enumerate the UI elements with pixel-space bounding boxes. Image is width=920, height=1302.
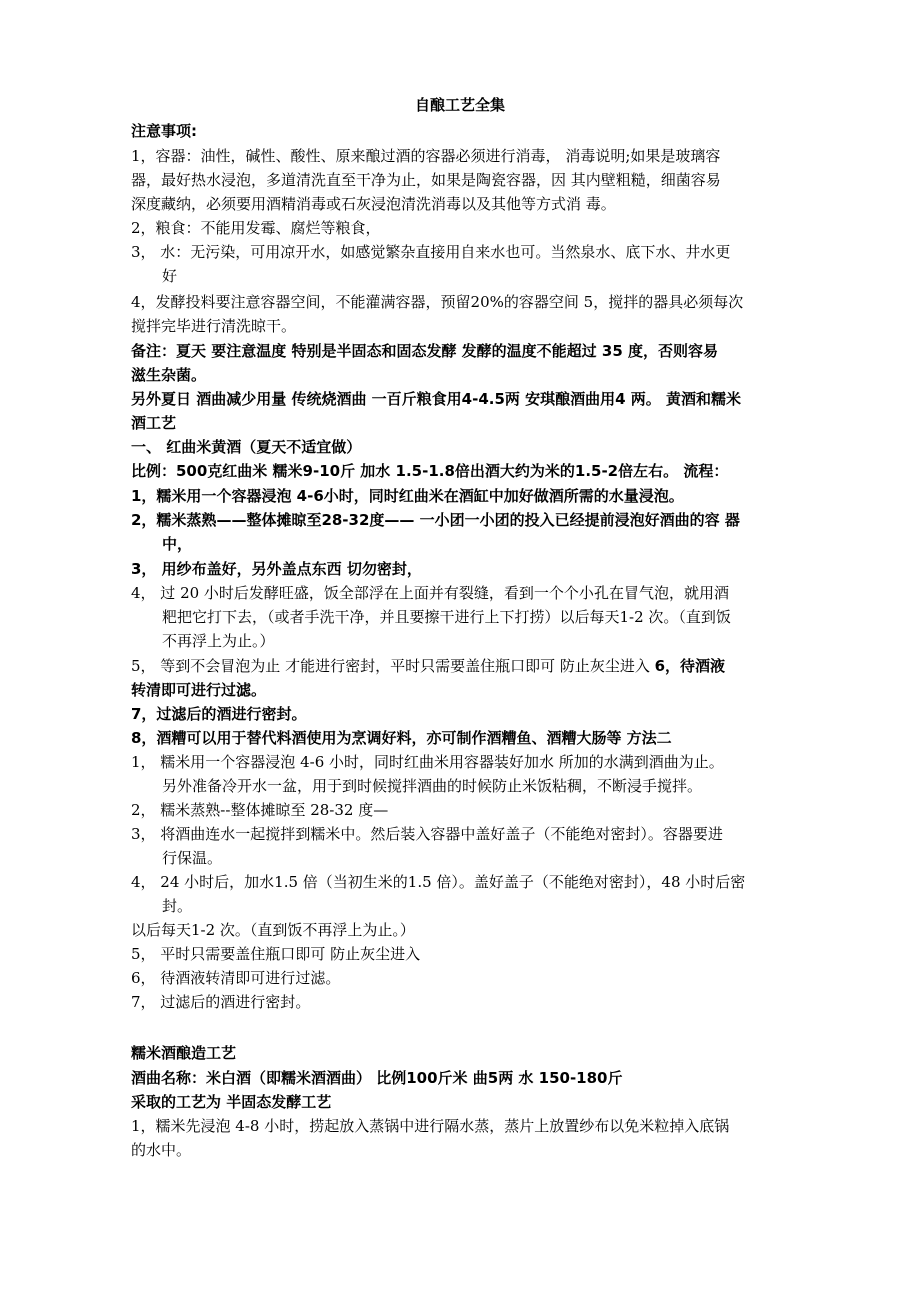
step-line: 1，糯米用一个容器浸泡 4-6小时，同时红曲米在酒缸中加好做酒所需的水量浸泡。	[131, 487, 684, 505]
step-line: 8，酒糟可以用于替代料酒使用为烹调好料，亦可制作酒糟鱼、酒糟大肠等 方法二	[131, 729, 672, 747]
step-line: 的水中。	[131, 1141, 192, 1159]
step-line: 粑把它打下去，（或者手洗干净，并且要擦干进行上下打捞）以后每天1-2 次。（直到饭	[162, 608, 731, 626]
step-line: 不再浮上为止。）	[162, 632, 275, 650]
text-line: 深度藏纳，必须要用酒精消毒或石灰浸泡清洗消毒以及其他等方式消 毒。	[131, 195, 616, 213]
method2-line: 封。	[162, 897, 193, 915]
document-title: 自酿工艺全集	[414, 96, 505, 114]
step-5-text: 5， 等到不会冒泡为止 才能进行密封，平时只需要盖住瓶口即可 防止灰尘进入	[131, 657, 655, 675]
text-line: 4，发酵投料要注意容器空间，不能灌满容器，预留20%的容器空间 5，搅拌的器具必须每次	[131, 293, 744, 311]
text-line: 3， 水：无污染，可用凉开水，如感觉繁杂直接用自来水也可。当然泉水、底下水、井水更	[131, 243, 731, 261]
ratio-line: 比例：500克红曲米 糯米9-10斤 加水 1.5-1.8倍出酒大约为米的1.5-2倍左右。 流程：	[131, 462, 729, 480]
text-line: 好	[162, 267, 178, 285]
text-line: 1，容器：油性，碱性、酸性、原来酿过酒的容器必须进行消毒， 消毒说明;如果是玻璃容	[131, 147, 721, 165]
text-line: 器，最好热水浸泡，多道清洗直至干净为止，如果是陶瓷容器，因 其内壁粗糙，细菌容易	[131, 171, 721, 189]
method2-line: 2， 糯米蒸熟--整体摊晾至 28-32 度—	[131, 801, 389, 819]
step-line: 7，过滤后的酒进行密封。	[131, 705, 307, 723]
note-line: 滋生杂菌。	[131, 366, 207, 384]
method2-line: 以后每天1-2 次。（直到饭不再浮上为止。）	[131, 921, 415, 939]
section-heading: 一、 红曲米黄酒（夏天不适宜做）	[131, 438, 362, 456]
step-line: 4， 过 20 小时后发酵旺盛，饭全部浮在上面并有裂缝，看到一个个小孔在冒气泡，就用酒	[131, 584, 729, 602]
note-line: 备注：夏天 要注意温度 特别是半固态和固态发酵 发酵的温度不能超过 35 度，否则容易	[131, 342, 718, 360]
method2-line: 另外准备冷开水一盆，用于到时候搅拌酒曲的时候防止米饭粘稠，不断浸手搅拌。	[162, 777, 703, 795]
step-6-text: 6，待酒液	[654, 657, 726, 675]
method2-line: 5， 平时只需要盖住瓶口即可 防止灰尘进入	[131, 945, 421, 963]
method2-line: 7， 过滤后的酒进行密封。	[131, 993, 311, 1011]
method2-line: 6， 待酒液转清即可进行过滤。	[131, 969, 341, 987]
step-line: 3， 用纱布盖好，另外盖点东西 切勿密封，	[131, 560, 422, 578]
yeast-line: 酒曲名称：米白酒（即糯米酒酒曲） 比例100斤米 曲5两 水 150-180斤	[131, 1069, 623, 1087]
section-title: 糯米酒酿造工艺	[131, 1044, 237, 1062]
section-title: 酒工艺	[131, 414, 177, 432]
method2-line: 行保温。	[162, 849, 223, 867]
text-line: 搅拌完毕进行清洗晾干。	[131, 317, 297, 335]
process-line: 采取的工艺为 半固态发酵工艺	[131, 1093, 332, 1111]
text-line: 2，粮食：不能用发霉、腐烂等粮食，	[131, 219, 381, 237]
note-line: 另外夏日 酒曲减少用量 传统烧酒曲 一百斤粮食用4-4.5两 安琪酿酒曲用4 两。 黄酒和糯米	[131, 390, 742, 408]
heading-notes: 注意事项:	[131, 122, 197, 140]
step-line: 中，	[162, 535, 193, 553]
method2-line: 3， 将酒曲连水一起搅拌到糯米中。然后装入容器中盖好盖子（不能绝对密封）。容器要进	[131, 825, 723, 843]
step-line: 转清即可进行过滤。	[131, 681, 267, 699]
step-line: 1，糯米先浸泡 4-8 小时，捞起放入蒸锅中进行隔水蒸，蒸片上放置纱布以免米粒掉入底锅	[131, 1117, 730, 1135]
step-line	[131, 656, 793, 676]
method2-line: 4， 24 小时后，加水1.5 倍（当初生米的1.5 倍）。盖好盖子（不能绝对密封），48 小时后密	[131, 873, 746, 891]
step-line: 2，糯米蒸熟——整体摊晾至28-32度—— 一小团一小团的投入已经提前浸泡好酒曲的容 器	[131, 511, 740, 529]
method2-line: 1， 糯米用一个容器浸泡 4-6 小时，同时红曲米用容器装好加水 所加的水满到酒曲为止。	[131, 753, 724, 771]
